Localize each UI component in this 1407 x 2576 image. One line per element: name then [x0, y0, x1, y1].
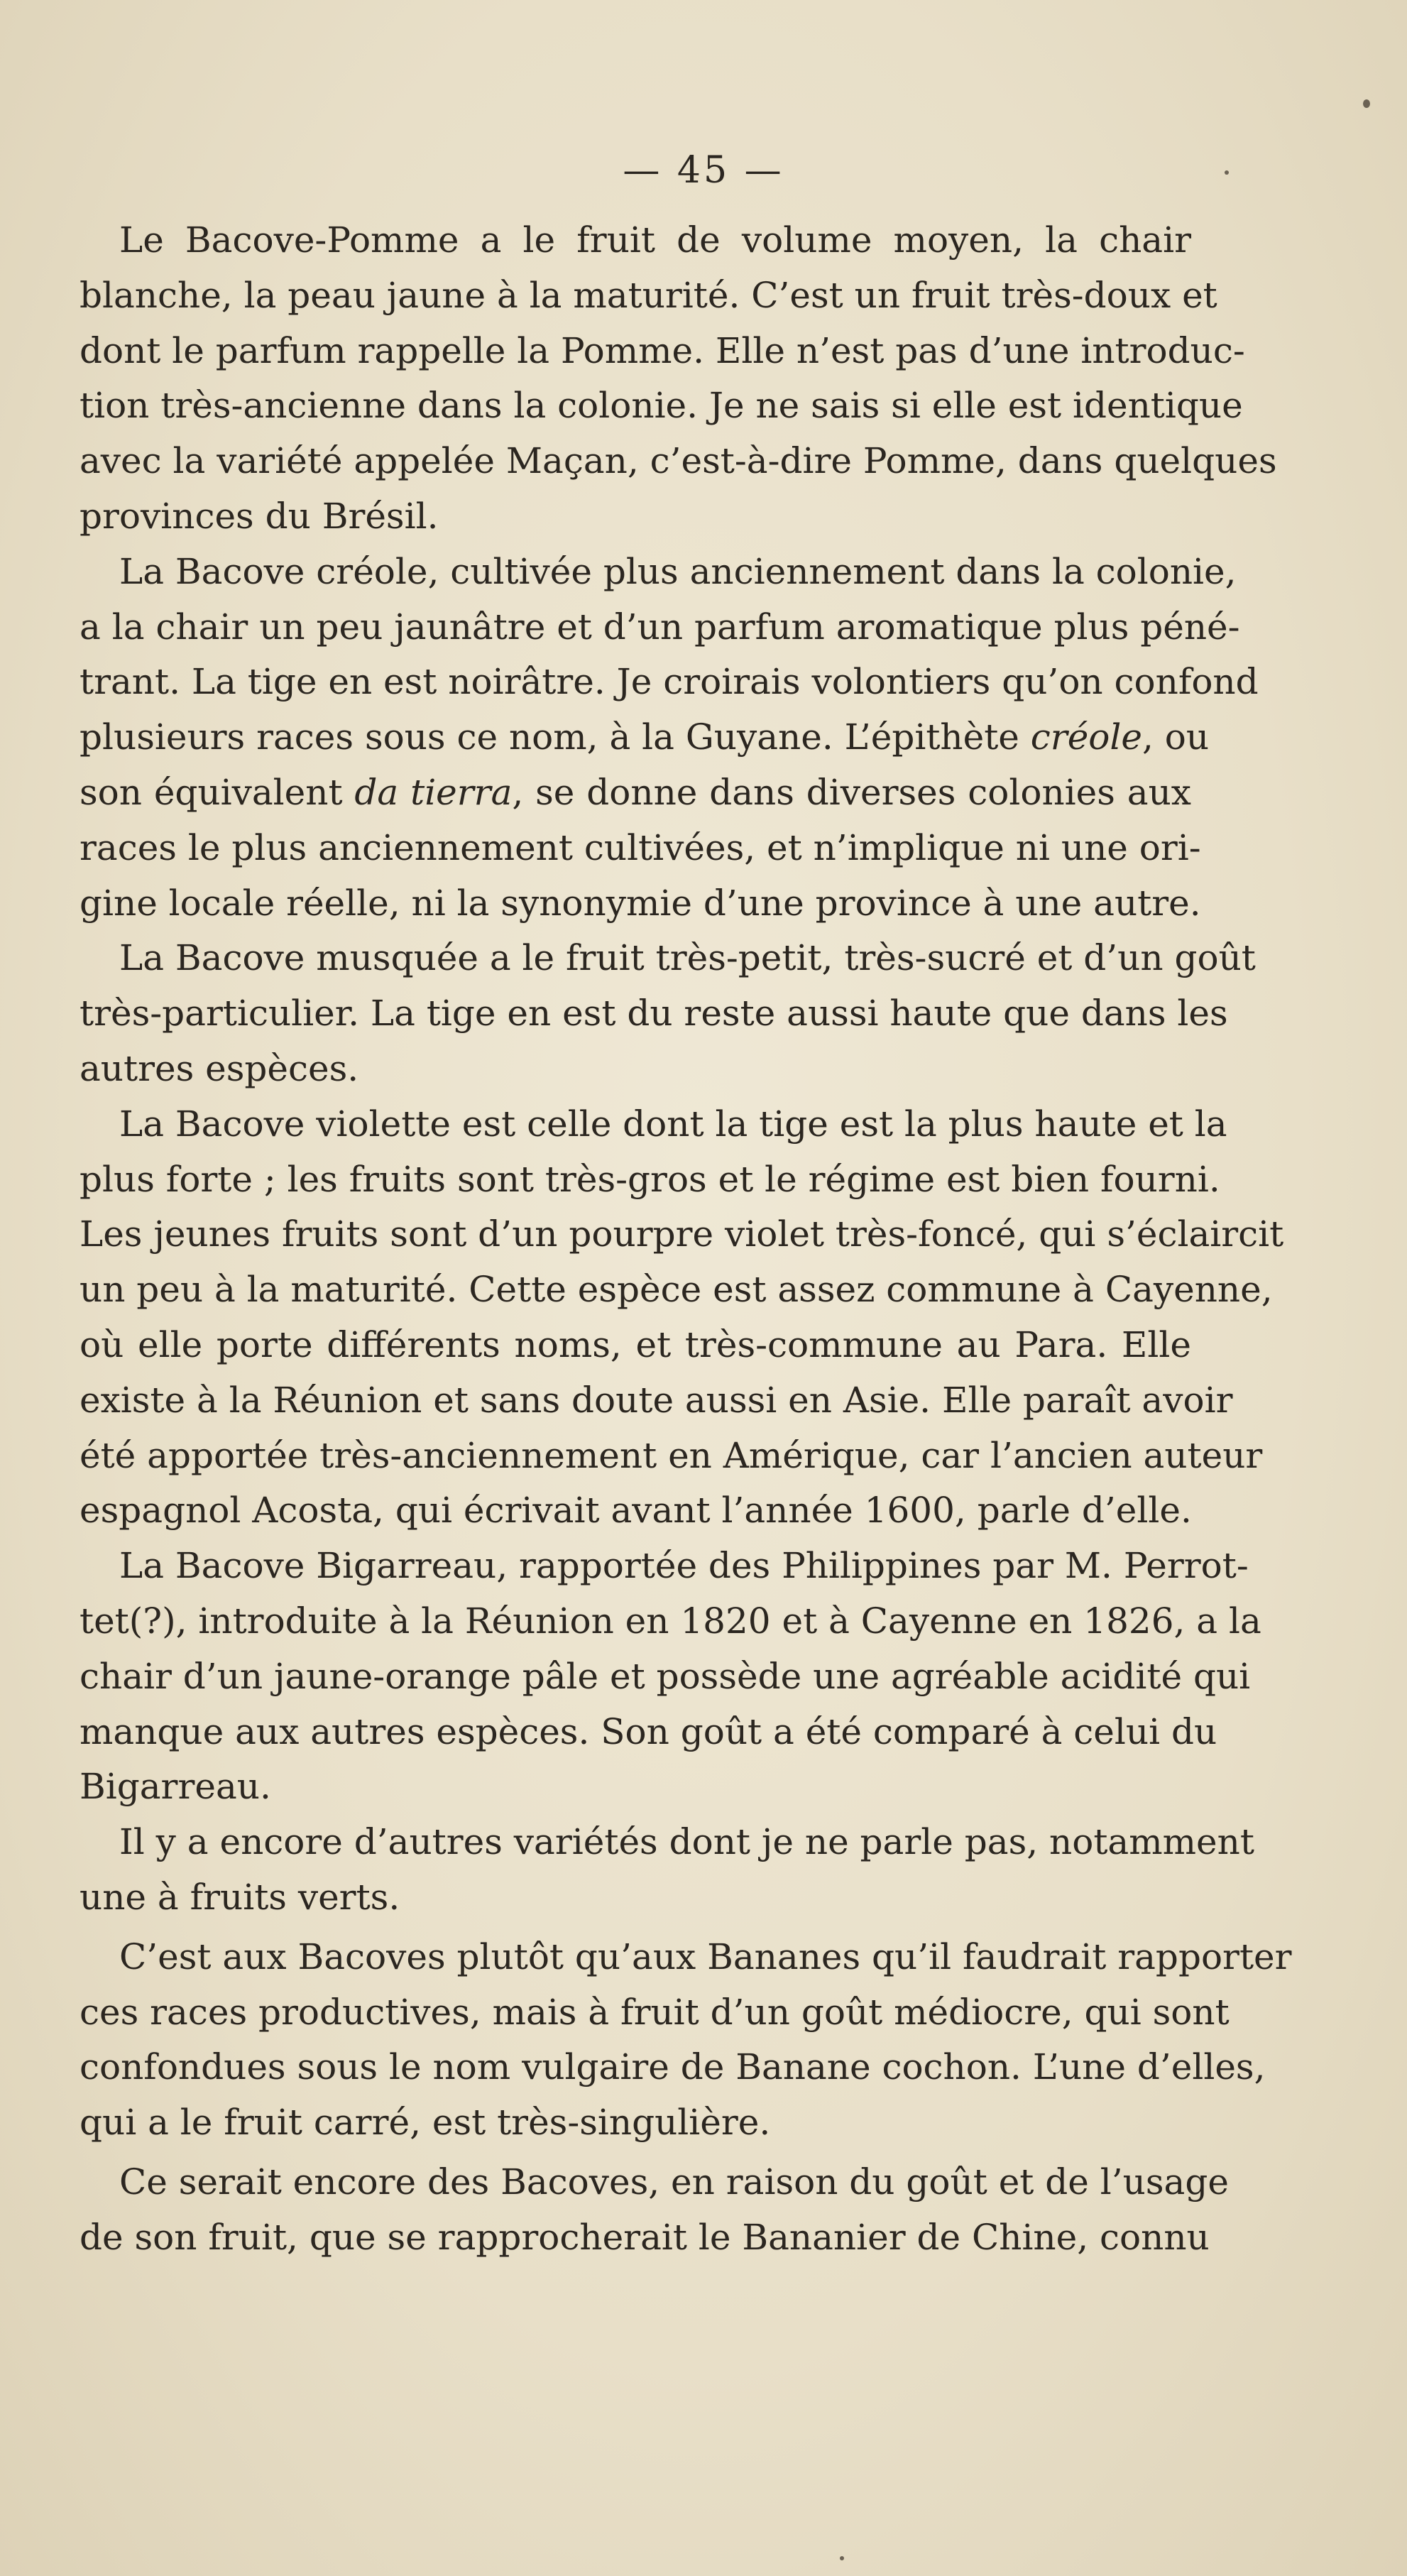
text-line: gine locale réelle, ni la synonymie d’une province à une autre. — [80, 882, 1201, 924]
text-line: autres espèces. — [80, 1047, 359, 1089]
paragraph-bacove-musquee — [80, 931, 1256, 1096]
text-line: existe à la Réunion et sans doute aussi en Asie. Elle paraît avoir — [80, 1379, 1233, 1421]
text-line: a la chair un peu jaunâtre et d’un parfum aromatique plus péné- — [80, 606, 1240, 648]
text-line: Les jeunes fruits sont d’un pourpre violet très-foncé, qui s’éclaircit — [80, 1213, 1284, 1255]
text-line: qui a le fruit carré, est très-singulière. — [80, 2102, 771, 2144]
text-line: plus forte ; les fruits sont très-gros et le régime est bien fourni. — [80, 1158, 1220, 1200]
paragraph-bananier-de-chine — [80, 2155, 1229, 2266]
text-line: plusieurs races sous ce nom, à la Guyane. L’épithète créole, ou — [80, 716, 1210, 758]
text-line: ces races productives, mais à fruit d’un goût médiocre, qui sont — [80, 1991, 1230, 2033]
text-line: été apportée très-anciennement en Amérique, car l’ancien auteur — [80, 1434, 1263, 1476]
text-line: C’est aux Bacoves plutôt qu’aux Bananes qu’il faudrait rapporter — [119, 1936, 1292, 1977]
text-line: une à fruits verts. — [80, 1876, 400, 1918]
ink-speck — [1363, 99, 1370, 108]
text-line: La Bacove Bigarreau, rapportée des Philippines par M. Perrot- — [119, 1545, 1249, 1587]
text-line: un peu à la maturité. Cette espèce est assez commune à Cayenne, — [80, 1269, 1273, 1311]
paragraph-autres-varietes — [80, 1815, 1254, 1926]
text-line: avec la variété appelée Maçan, c’est-à-dire Pomme, dans quelques — [80, 440, 1277, 482]
paragraph-bacove-pomme — [80, 213, 1277, 545]
text-line: chair d’un jaune-orange pâle et possède une agréable acidité qui — [80, 1655, 1251, 1697]
text-line: trant. La tige en est noirâtre. Je croirais volontiers qu’on confond — [80, 661, 1259, 703]
paragraph-banane-cochon — [80, 1930, 1292, 2151]
paragraph-bacove-violette — [80, 1097, 1284, 1539]
ink-speck — [840, 2556, 844, 2560]
text-line: Il y a encore d’autres variétés dont je ne parle pas, notamment — [119, 1821, 1254, 1863]
paragraph-bacove-bigarreau — [80, 1539, 1261, 1815]
text-line: tet(?), introduite à la Réunion en 1820 et à Cayenne en 1826, a la — [80, 1600, 1261, 1642]
text-line: Ce serait encore des Bacoves, en raison du goût et de l’usage — [119, 2161, 1229, 2203]
text-line: provinces du Brésil. — [80, 495, 439, 537]
text-line: très-particulier. La tige en est du reste aussi haute que dans les — [80, 993, 1228, 1035]
text-line: Bigarreau. — [80, 1766, 271, 1808]
text-line: La Bacove créole, cultivée plus anciennement dans la colonie, — [119, 550, 1237, 592]
text-line: Le Bacove-Pomme a le fruit de volume moyen, la chair — [119, 219, 1191, 261]
page-number: — 45 — — [623, 149, 784, 192]
text-line: son équivalent da tierra, se donne dans diverses colonies aux — [80, 771, 1191, 813]
text-line: où elle porte différents noms, et très-commune au Para. Elle — [80, 1324, 1191, 1365]
paragraph-bacove-creole — [80, 545, 1259, 932]
body-text — [80, 213, 1292, 2265]
text-line: La Bacove musquée a le fruit très-petit, très-sucré et d’un goût — [119, 937, 1256, 979]
text-line: manque aux autres espèces. Son goût a été comparé à celui du — [80, 1710, 1217, 1752]
text-line: espagnol Acosta, qui écrivait avant l’année 1600, parle d’elle. — [80, 1490, 1192, 1532]
text-line: races le plus anciennement cultivées, et n’implique ni une ori- — [80, 826, 1201, 868]
text-line: La Bacove violette est celle dont la tige est la plus haute et la — [119, 1103, 1227, 1145]
text-line: tion très-ancienne dans la colonie. Je ne sais si elle est identique — [80, 385, 1243, 427]
text-line: de son fruit, que se rapprocherait le Bananier de Chine, connu — [80, 2216, 1210, 2258]
text-line: confondues sous le nom vulgaire de Banane cochon. L’une d’elles, — [80, 2046, 1266, 2088]
text-line: blanche, la peau jaune à la maturité. C’est un fruit très-doux et — [80, 274, 1217, 316]
text-line: dont le parfum rappelle la Pomme. Elle n’est pas d’une introduc- — [80, 329, 1245, 371]
